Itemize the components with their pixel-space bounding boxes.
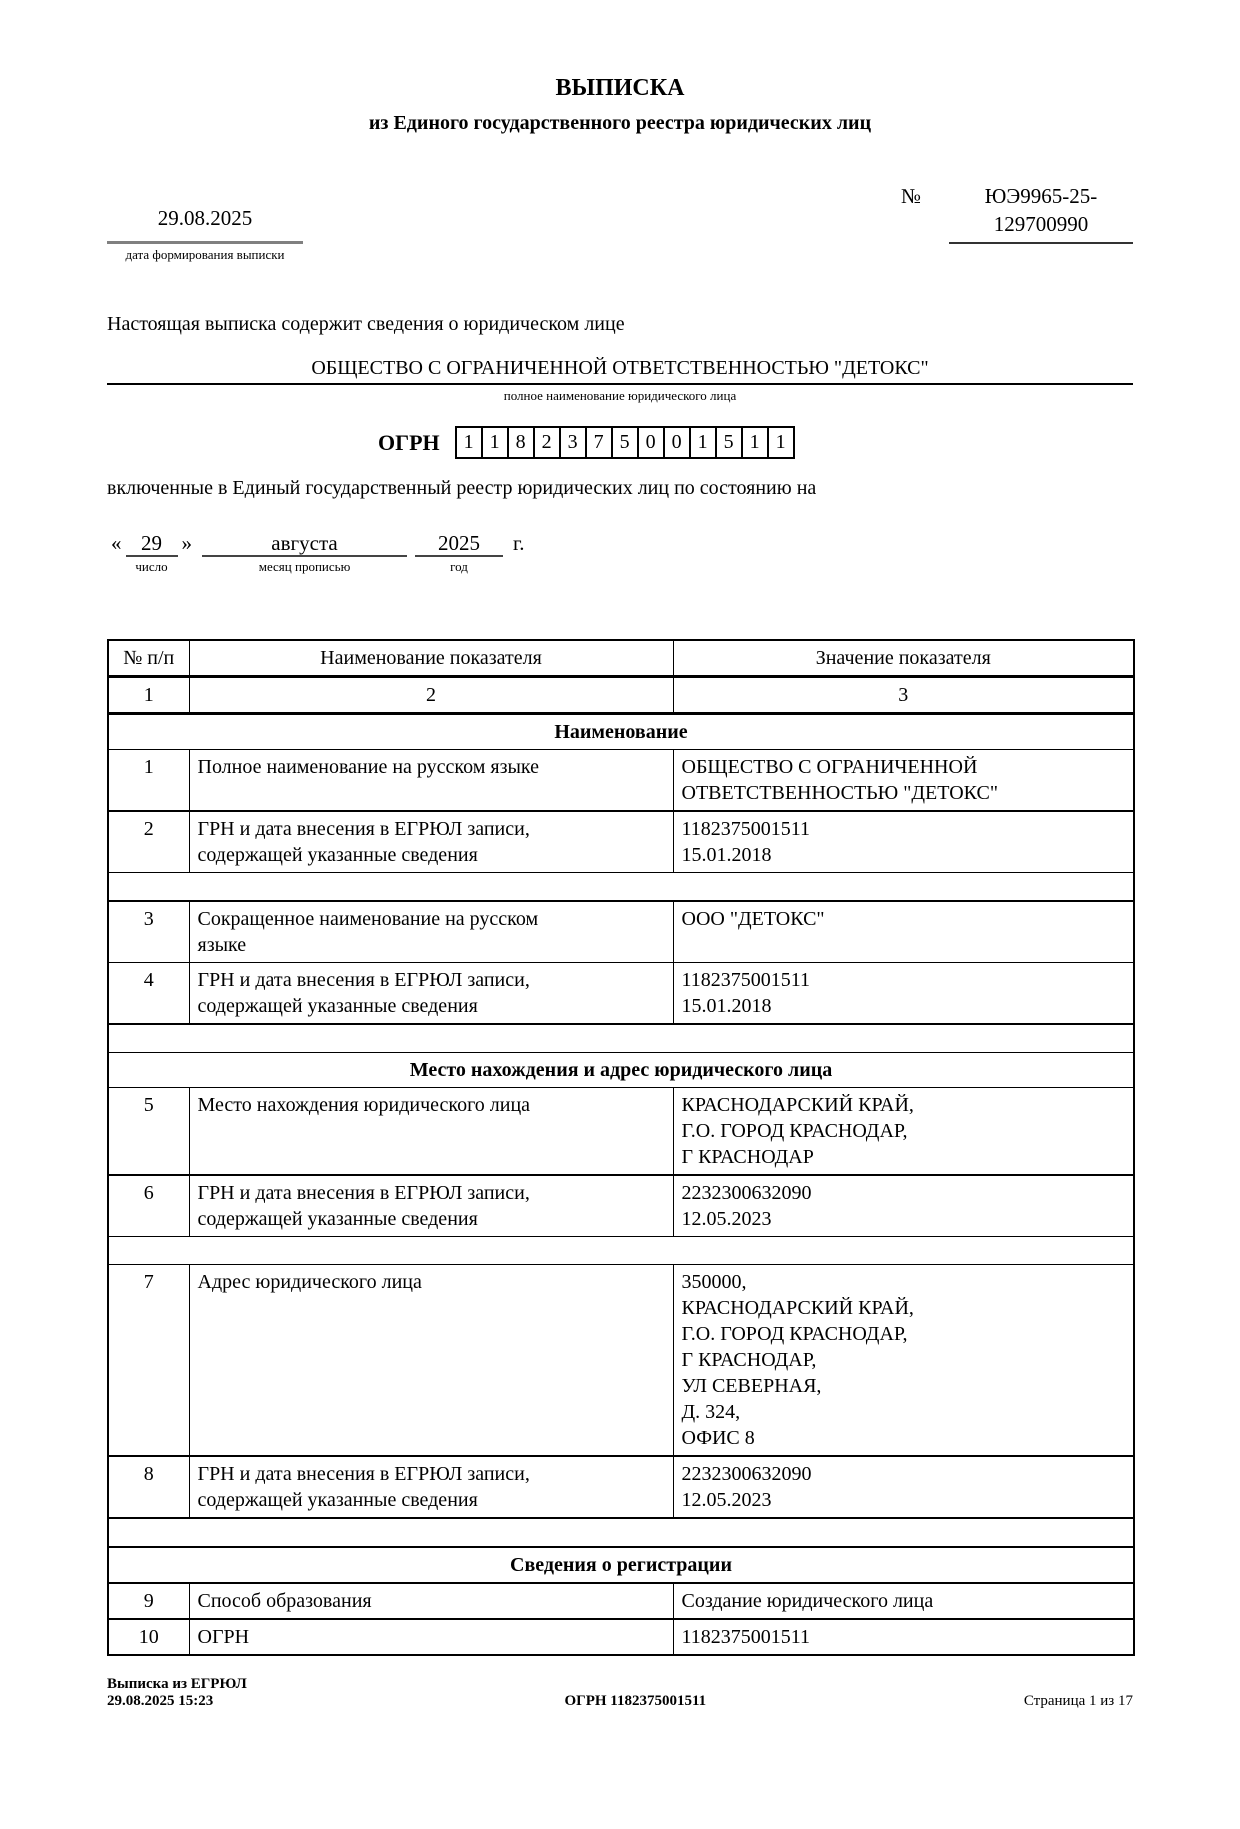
indicator-value-cell: ООО "ДЕТОКС" <box>673 901 1134 963</box>
column-number-cell: 2 <box>189 677 673 714</box>
ogrn-digit-cell: 0 <box>665 426 691 459</box>
ogrn-digit-cell: 3 <box>561 426 587 459</box>
extract-number-line2: 129700990 <box>993 212 1089 236</box>
ogrn-digit-cell: 5 <box>613 426 639 459</box>
year-value: 2025 <box>415 531 503 557</box>
indicator-value-cell: 350000, КРАСНОДАРСКИЙ КРАЙ, Г.О. ГОРОД КРАСНОДАР, Г КРАСНОДАР, УЛ СЕВЕРНАЯ, Д. 324, ОФИС 8 <box>673 1265 1134 1457</box>
extract-number <box>949 182 1133 244</box>
footer-page-number: Страница 1 из 17 <box>1023 1693 1133 1709</box>
indicator-value-cell: КРАСНОДАРСКИЙ КРАЙ, Г.О. ГОРОД КРАСНОДАР, Г КРАСНОДАР <box>673 1088 1134 1176</box>
row-number-cell: 4 <box>108 963 189 1025</box>
table-row <box>108 1175 1134 1237</box>
table-spacer-cell <box>108 1024 1134 1053</box>
included-line: включенные в Единый государственный реестр юридических лиц по состоянию на <box>107 477 817 499</box>
ogrn-digit-cell: 8 <box>509 426 535 459</box>
indicator-name-cell: Полное наименование на русском языке <box>189 750 673 812</box>
table-spacer-row <box>108 1237 1134 1265</box>
indicator-name-cell: Сокращенное наименование на русском языке <box>189 901 673 963</box>
row-number-cell: 3 <box>108 901 189 963</box>
row-number-cell: 1 <box>108 750 189 812</box>
table-row <box>108 901 1134 963</box>
lead-text: Настоящая выписка содержит сведения о юридическом лице <box>107 313 625 335</box>
open-quote: « <box>111 531 122 555</box>
indicator-value-cell: 2232300632090 12.05.2023 <box>673 1456 1134 1518</box>
indicator-value-cell: 2232300632090 12.05.2023 <box>673 1175 1134 1237</box>
indicator-value-cell: 1182375001511 15.01.2018 <box>673 811 1134 873</box>
footer-ogrn: ОГРН 1182375001511 <box>564 1693 707 1709</box>
header-indicator-value: Значение показателя <box>673 640 1134 677</box>
indicator-name-cell: Способ образования <box>189 1583 673 1619</box>
table-spacer-row <box>108 1518 1134 1547</box>
day-field <box>126 531 178 575</box>
indicator-name-cell: Адрес юридического лица <box>189 1265 673 1457</box>
ogrn-digit-cell: 0 <box>639 426 665 459</box>
indicators-table <box>107 639 1135 1656</box>
indicator-value-cell: Создание юридического лица <box>673 1583 1134 1619</box>
as-of-date-row <box>107 531 1133 575</box>
table-spacer-row <box>108 1024 1134 1053</box>
table-row <box>108 1583 1134 1619</box>
table-row <box>108 750 1134 812</box>
column-number-cell: 1 <box>108 677 189 714</box>
company-name-caption: полное наименование юридического лица <box>503 388 737 403</box>
header-num: № п/п <box>108 640 189 677</box>
table-spacer-cell <box>108 1237 1134 1265</box>
month-field <box>202 531 407 575</box>
extract-date-block <box>107 201 303 263</box>
table-row <box>108 811 1134 873</box>
row-number-cell: 5 <box>108 1088 189 1176</box>
indicator-name-cell: ГРН и дата внесения в ЕГРЮЛ записи, содержащей указанные сведения <box>189 1175 673 1237</box>
indicator-name-cell: ГРН и дата внесения в ЕГРЮЛ записи, содержащей указанные сведения <box>189 811 673 873</box>
row-number-cell: 8 <box>108 1456 189 1518</box>
table-spacer-cell <box>108 1518 1134 1547</box>
ogrn-digit-cell: 1 <box>483 426 509 459</box>
extract-date: 29.08.2025 <box>107 201 303 244</box>
column-numbers-row <box>108 677 1134 714</box>
indicator-name-cell: Место нахождения юридического лица <box>189 1088 673 1176</box>
table-row <box>108 1088 1134 1176</box>
extract-date-caption: дата формирования выписки <box>125 247 285 262</box>
ogrn-label: ОГРН <box>378 429 440 455</box>
document-subtitle: из Единого государственного реестра юридических лиц <box>368 112 872 134</box>
year-suffix: г. <box>513 531 525 555</box>
year-field <box>415 531 503 575</box>
day-caption: число <box>135 559 168 574</box>
indicator-name-cell: ОГРН <box>189 1619 673 1655</box>
row-number-cell: 6 <box>108 1175 189 1237</box>
ogrn-digit-cell: 1 <box>691 426 717 459</box>
row-number-cell: 7 <box>108 1265 189 1457</box>
table-row <box>108 1265 1134 1457</box>
table-section-header: Место нахождения и адрес юридического лица <box>108 1053 1134 1088</box>
table-section-row <box>108 714 1134 750</box>
year-caption: год <box>450 559 468 574</box>
row-number-cell: 2 <box>108 811 189 873</box>
table-spacer-cell <box>108 873 1134 902</box>
row-number-cell: 9 <box>108 1583 189 1619</box>
ogrn-digit-cell: 2 <box>535 426 561 459</box>
ogrn-digit-cell: 5 <box>717 426 743 459</box>
extract-number-block <box>901 182 1133 244</box>
ogrn-digit-boxes <box>455 426 795 459</box>
table-spacer-row <box>108 873 1134 902</box>
ogrn-digit-cell: 1 <box>455 426 483 459</box>
indicator-name-cell: ГРН и дата внесения в ЕГРЮЛ записи, содержащей указанные сведения <box>189 963 673 1025</box>
indicator-name-cell: ГРН и дата внесения в ЕГРЮЛ записи, содержащей указанные сведения <box>189 1456 673 1518</box>
close-quote: » <box>181 531 192 555</box>
table-section-row <box>108 1053 1134 1088</box>
ogrn-row <box>107 426 1133 459</box>
table-section-header: Сведения о регистрации <box>108 1547 1134 1583</box>
ogrn-digit-cell: 7 <box>587 426 613 459</box>
header-indicator-name: Наименование показателя <box>189 640 673 677</box>
indicator-value-cell: 1182375001511 15.01.2018 <box>673 963 1134 1025</box>
month-caption: месяц прописью <box>258 559 351 574</box>
table-row <box>108 1456 1134 1518</box>
table-section-header: Наименование <box>108 714 1134 750</box>
ogrn-digit-cell: 1 <box>769 426 795 459</box>
document-meta-row <box>107 182 1133 263</box>
ogrn-digit-cell: 1 <box>743 426 769 459</box>
document-page <box>0 74 1240 1710</box>
extract-number-line1: ЮЭ9965-25- <box>984 184 1098 208</box>
document-title: ВЫПИСКА <box>555 75 685 101</box>
indicator-value-cell: 1182375001511 <box>673 1619 1134 1655</box>
table-section-row <box>108 1547 1134 1583</box>
column-number-cell: 3 <box>673 677 1134 714</box>
number-sign: № <box>900 184 921 208</box>
page-footer <box>107 1676 1133 1710</box>
table-row <box>108 1619 1134 1655</box>
footer-doc-type: Выписка из ЕГРЮЛ <box>107 1676 247 1692</box>
month-value: августа <box>202 531 407 557</box>
row-number-cell: 10 <box>108 1619 189 1655</box>
table-row <box>108 963 1134 1025</box>
table-header-row <box>108 640 1134 677</box>
footer-left <box>107 1676 247 1710</box>
company-name: ОБЩЕСТВО С ОГРАНИЧЕННОЙ ОТВЕТСТВЕННОСТЬЮ "ДЕТОКС" <box>107 355 1133 385</box>
indicator-value-cell: ОБЩЕСТВО С ОГРАНИЧЕННОЙ ОТВЕТСТВЕННОСТЬЮ "ДЕТОКС" <box>673 750 1134 812</box>
footer-datetime: 29.08.2025 15:23 <box>107 1693 214 1709</box>
day-value: 29 <box>126 531 178 557</box>
